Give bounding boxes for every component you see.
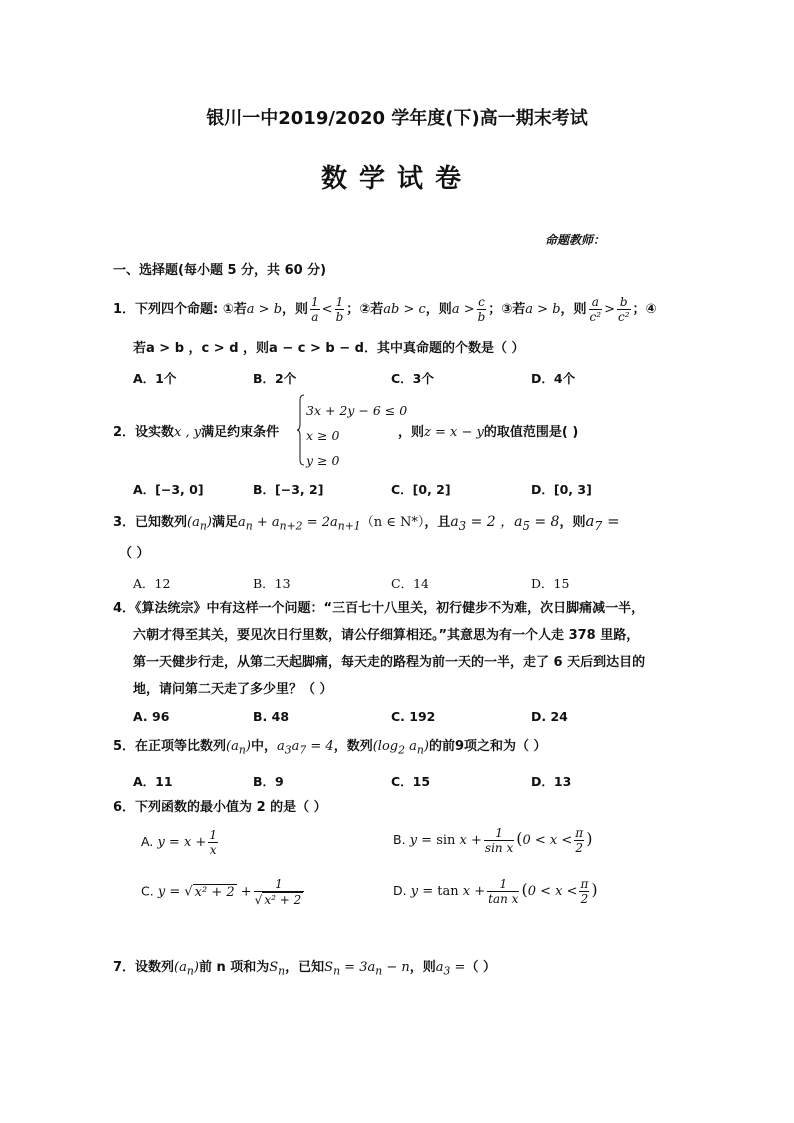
q6-option-a: A. y = x + $\frac{1}{x}$ [141, 828, 217, 857]
q6-option-d: D. y = tan x + $\frac{1}{\text{tan x}}$ (0 < x < $\frac{\pi}{2}$ ) [393, 877, 598, 906]
system-brace [297, 394, 305, 466]
q2-text-d: 的取值范围是( ) [483, 425, 579, 440]
q5-text-a: 5．在正项等比数列 [113, 739, 227, 754]
question-3-stem: 3．已知数列$(a_n)$满足$a_n + a_{n+2} = 2a_{n+1}(n$ ∈ N*），且$a_3 = 2$ ，$a_5 = 8$，则$a_7$ = [113, 512, 620, 533]
q3-text-a: 3．已知数列 [113, 515, 188, 530]
question-4-line-1: 4．《算法统宗》中有这样一个问题：“三百七十八里关，初行健步不为难，次日脚痛减一半， [113, 601, 645, 616]
q6-option-b: B. y = sin x + $\frac{1}{\text{sin x}}$ (0 < x < $\frac{\pi}{2}$ ) [393, 826, 593, 855]
q3-text-c: ，且 [424, 515, 451, 530]
exam-subtitle: 数学试卷 [320, 164, 473, 194]
q5-option-b: B．9 [253, 774, 284, 789]
question-4-line-2: 六朝才得至其关，要见次日行里数，请公仔细算相还。”其意思为有一个人走 378 里路， [133, 628, 640, 643]
q2-expr: z = x − y [424, 425, 484, 440]
q2-text-b: 满足约束条件 [201, 425, 280, 440]
q4-option-b: B. 48 [253, 709, 290, 724]
q7-text-c: ，已知 [285, 960, 325, 975]
q5-text-c: ，数列 [333, 739, 373, 754]
teacher-label: 命题教师： [545, 233, 606, 247]
q6-option-c: C. y = √ x² + 2 + $\frac{1}{\text{√ x² + 2}}$ [141, 877, 306, 907]
q5-option-d: D．13 [531, 774, 572, 789]
q7-text-a: 7．设数列 [113, 960, 175, 975]
q1-text-b: ，则 [282, 302, 309, 317]
constraint-system [306, 398, 407, 473]
section-heading: 一、选择题(每小题 5 分，共 60 分) [113, 263, 327, 278]
question-6-stem: 6．下列函数的最小值为 2 的是（ ） [113, 800, 327, 815]
q2-option-c: C．[0, 2] [391, 482, 451, 497]
q4-option-a: A. 96 [133, 709, 170, 724]
q1-option-d: D．4个 [531, 371, 576, 386]
q1-text-d: ，则 [425, 302, 452, 317]
q5-text-b: 中， [250, 739, 277, 754]
q7-text-b: 前 n 项和为 [198, 960, 270, 975]
q1-option-a: A．1个 [133, 371, 177, 386]
q5-option-c: C．15 [391, 774, 431, 789]
q1-option-b: B．2个 [253, 371, 297, 386]
question-4-line-4: 地，请问第二天走了多少里？（ ） [133, 682, 333, 697]
q3-text-b: 满足 [211, 515, 238, 530]
question-1-line-1: 1．下列四个命题: ①若a > b，则 $\frac{1}{a}$ < $\frac{1}{b}$ ；②若ab > c，则a > $\frac{c}{b}$ ；③若a > b，则 $\frac{a}{\text{c²}}$ > $\frac{b}{\text{c²}}$ ；④ [113, 295, 657, 324]
q3-option-a: A．12 [133, 576, 171, 591]
question-7-stem: 7．设数列$(a_n)$前 n 项和为$S_n$，已知$S_n = 3a_n - n$，则$a_3$ =（ ） [113, 960, 496, 978]
q1-text-e: ；③若 [488, 302, 526, 317]
exam-title: 银川一中2019/2020 学年度(下)高一期末考试 [206, 108, 588, 129]
question-2-stem-left [113, 424, 279, 442]
q2-vars: x , y [174, 425, 202, 440]
q2-option-a: A．[−3, 0] [133, 482, 204, 497]
question-3-cont: （ ） [119, 546, 150, 561]
constraint-1: 3x + 2y − 6 ≤ 0 [306, 403, 408, 418]
constraint-3: y ≥ 0 [306, 453, 340, 468]
q3-text-d: ，则 [559, 515, 586, 530]
q7-text-e: （ ） [465, 960, 496, 975]
q1-text-g: ；④ [632, 302, 657, 317]
question-2-stem-right [398, 424, 578, 442]
question-1-line-2: 若a > b ，c > d ，则a − c > b − d．其中真命题的个数是（ ） [133, 341, 525, 356]
q1-option-c: C．3个 [391, 371, 434, 386]
q3-option-d: D．15 [531, 576, 570, 591]
q5-option-a: A．11 [133, 774, 173, 789]
q3-option-c: C．14 [391, 576, 429, 591]
q1-text-a: 1．下列四个命题: ①若 [113, 302, 247, 317]
q2-text-c: ，则 [398, 425, 425, 440]
q1-text-c: ；②若 [346, 302, 384, 317]
constraint-2: x ≥ 0 [306, 428, 340, 443]
q4-option-d: D. 24 [531, 709, 568, 724]
question-5-stem: 5．在正项等比数列$(a_n)$中，$a_3a_7 = 4$，数列($\log_2$ $a_n$)的前9项之和为（ ） [113, 739, 547, 757]
q1-text-f: ，则 [560, 302, 587, 317]
question-4-line-3: 第一天健步行走，从第二天起脚痛，每天走的路程为前一天的一半，走了 6 天后到达目的 [133, 655, 646, 670]
q7-text-d: ，则 [409, 960, 436, 975]
q3-option-b: B．13 [253, 576, 291, 591]
q2-option-b: B．[−3, 2] [253, 482, 324, 497]
q5-text-d: 的前9项之和为（ ） [428, 739, 547, 754]
q4-option-c: C. 192 [391, 709, 436, 724]
q2-option-d: D．[0, 3] [531, 482, 592, 497]
q2-text-a: 2．设实数 [113, 425, 175, 440]
